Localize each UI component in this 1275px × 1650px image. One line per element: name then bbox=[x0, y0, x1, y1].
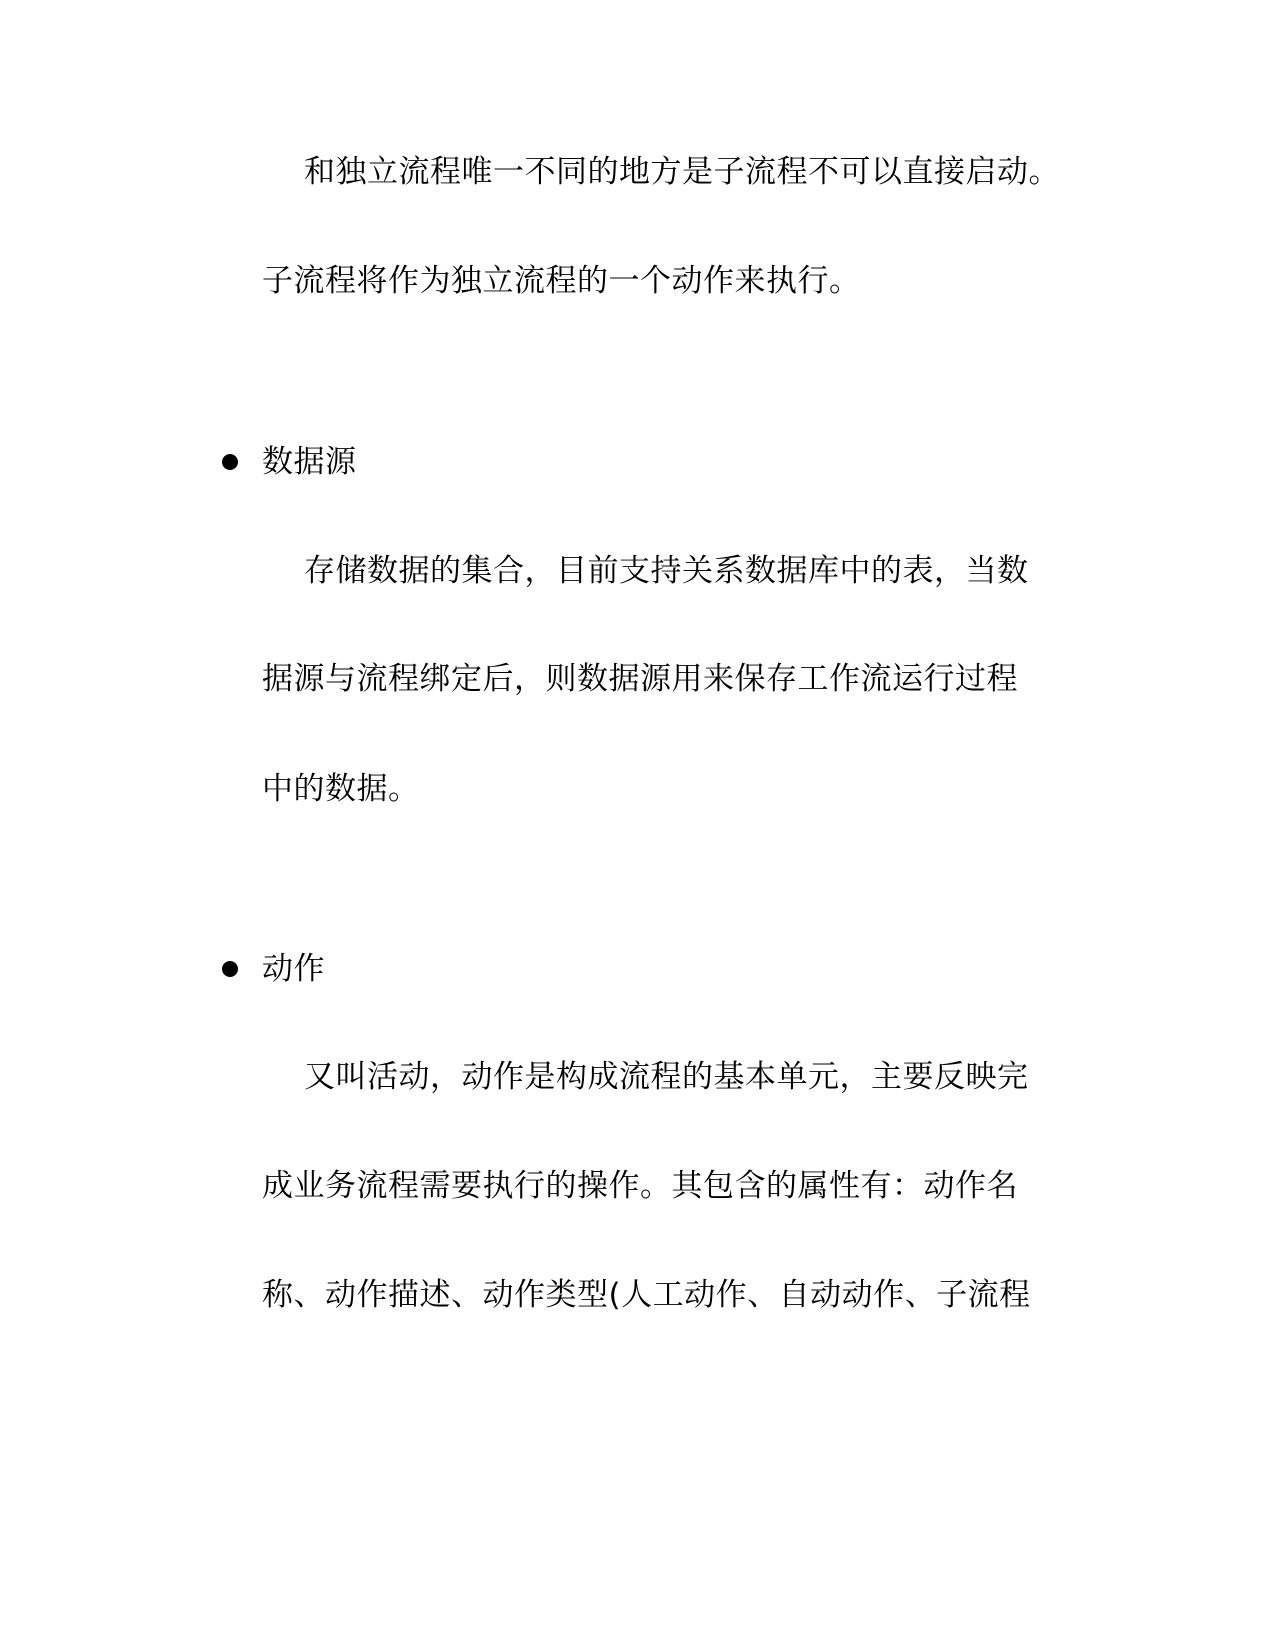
datasource-paragraph-line-1: 存储数据的集合，目前支持关系数据库中的表，当数 bbox=[304, 553, 1029, 589]
action-paragraph-line-2: 成业务流程需要执行的操作。其包含的属性有：动作名 bbox=[262, 1168, 1018, 1204]
bullet-icon bbox=[222, 961, 238, 977]
subprocess-paragraph-line-2: 子流程将作为独立流程的一个动作来执行。 bbox=[262, 263, 861, 299]
action-heading: 动作 bbox=[262, 951, 325, 987]
subprocess-paragraph-line-1: 和独立流程唯一不同的地方是子流程不可以直接启动。 bbox=[304, 154, 1060, 190]
datasource-heading: 数据源 bbox=[262, 444, 357, 480]
datasource-paragraph-line-3: 中的数据。 bbox=[262, 771, 420, 807]
action-paragraph-line-1: 又叫活动，动作是构成流程的基本单元，主要反映完 bbox=[304, 1059, 1029, 1095]
bullet-icon bbox=[222, 454, 238, 470]
datasource-paragraph-line-2: 据源与流程绑定后，则数据源用来保存工作流运行过程 bbox=[262, 661, 1018, 697]
action-paragraph-line-3: 称、动作描述、动作类型(人工动作、自动动作、子流程 bbox=[262, 1277, 1031, 1313]
